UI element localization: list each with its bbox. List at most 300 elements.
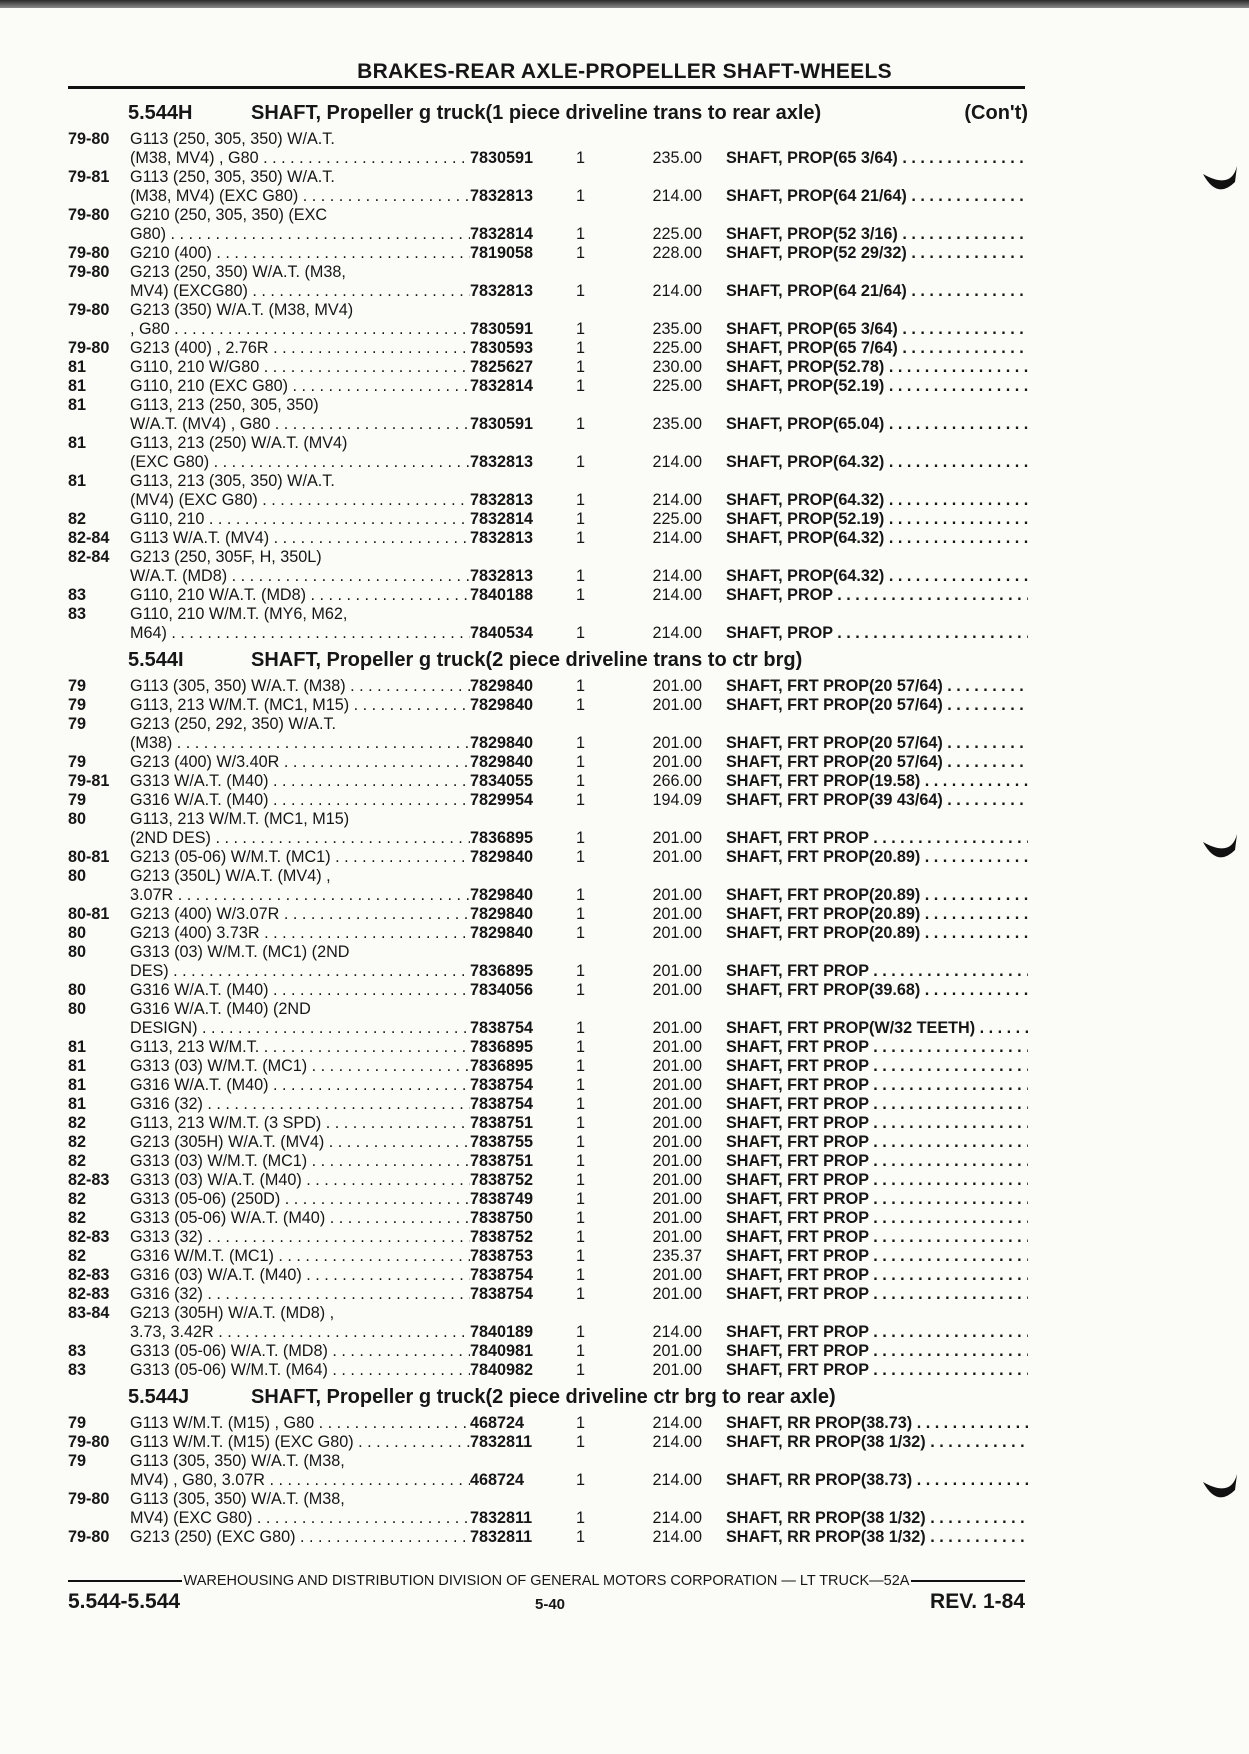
- price: 214.00: [652, 567, 702, 585]
- binder-hole-icon: [1197, 160, 1239, 202]
- entry-line: [68, 810, 1028, 829]
- model-years: 79: [68, 677, 87, 695]
- part-number: 7836895: [470, 1038, 534, 1056]
- price: 225.00: [652, 377, 702, 395]
- entry-line: [68, 1038, 1028, 1057]
- application-description: G316 (32) . . .: [130, 1095, 470, 1114]
- quantity: 1: [576, 1433, 586, 1451]
- entry-line: [68, 962, 1028, 981]
- part-entry: [68, 1414, 1028, 1433]
- part-number: 7832813: [470, 567, 534, 585]
- part-number: 7836895: [470, 962, 534, 980]
- model-years: 83: [68, 586, 87, 604]
- model-years: 82: [68, 510, 87, 528]
- part-name: SHAFT, PROP(65 3/64) . . .: [726, 320, 1028, 339]
- part-name: SHAFT, FRT PROP . . .: [726, 1095, 1028, 1114]
- part-entry: [68, 1266, 1028, 1285]
- application-description: G113, 213 W/M.T. (MC1, M15): [130, 810, 350, 828]
- model-years: 80-81: [68, 905, 110, 923]
- part-name: SHAFT, RR PROP(38.73) . . .: [726, 1414, 1028, 1433]
- section-number: 5.544I: [128, 649, 184, 671]
- entry-line: [68, 472, 1028, 491]
- section-title: SHAFT, Propeller g truck(2 piece driveline trans to ctr brg): [251, 649, 803, 671]
- model-years: 82: [68, 1247, 87, 1265]
- application-description: G313 (03) W/A.T. (M40) . . .: [130, 1171, 470, 1190]
- entry-line: [68, 1171, 1028, 1190]
- quantity: 1: [576, 1414, 586, 1432]
- part-name: SHAFT, FRT PROP(20.89) . . .: [726, 886, 1028, 905]
- entry-line: [68, 924, 1028, 943]
- part-name: SHAFT, FRT PROP . . .: [726, 1228, 1028, 1247]
- quantity: 1: [576, 1509, 586, 1527]
- application-description: W/A.T. (MV4) , G80 . . .: [130, 415, 470, 434]
- quantity: 1: [576, 1133, 586, 1151]
- model-years: 81: [68, 1057, 87, 1075]
- price: 201.00: [652, 1133, 702, 1151]
- part-entry: [68, 377, 1028, 396]
- entry-line: [68, 1019, 1028, 1038]
- application-description: (2ND DES) . . .: [130, 829, 470, 848]
- part-number: 7838754: [470, 1285, 534, 1303]
- model-years-blank: [68, 320, 130, 339]
- price: 214.00: [652, 529, 702, 547]
- model-years: 82-83: [68, 1285, 110, 1303]
- application-description: G110, 210 W/A.T. (MD8) . . .: [130, 586, 470, 605]
- application-description: G213 (305H) W/A.T. (MV4) . . .: [130, 1133, 470, 1152]
- price: 214.00: [652, 1471, 702, 1489]
- part-number: 7840189: [470, 1323, 534, 1341]
- part-name: SHAFT, RR PROP(38 1/32) . . .: [726, 1509, 1028, 1528]
- application-description: G113, 213 (250, 305, 350): [130, 396, 319, 414]
- model-years-blank: [68, 829, 130, 848]
- part-entry: [68, 1361, 1028, 1380]
- part-name: SHAFT, PROP(64.32) . . .: [726, 529, 1028, 548]
- part-entry: [68, 1152, 1028, 1171]
- footer-division-line: [68, 1573, 1025, 1589]
- part-name: SHAFT, PROP(52.19) . . .: [726, 377, 1028, 396]
- model-years: 82: [68, 1152, 87, 1170]
- entry-line: [68, 1095, 1028, 1114]
- model-years: 79-80: [68, 1433, 110, 1451]
- price: 201.00: [652, 1057, 702, 1075]
- quantity: 1: [576, 962, 586, 980]
- entry-line: [68, 1433, 1028, 1452]
- entry-line: [68, 567, 1028, 586]
- section-heading: [68, 96, 1028, 130]
- part-number: 7838754: [470, 1019, 534, 1037]
- price: 201.00: [652, 1114, 702, 1132]
- quantity: 1: [576, 244, 586, 262]
- price: 201.00: [652, 1190, 702, 1208]
- entry-line: [68, 396, 1028, 415]
- price: 235.00: [652, 320, 702, 338]
- application-description: G113 W/M.T. (M15) (EXC G80) . . .: [130, 1433, 470, 1452]
- price: 201.00: [652, 829, 702, 847]
- price: 214.00: [652, 282, 702, 300]
- application-description: G213 (400) W/3.07R . . .: [130, 905, 470, 924]
- price: 201.00: [652, 1342, 702, 1360]
- part-name: SHAFT, PROP(65.04) . . .: [726, 415, 1028, 434]
- entry-line: [68, 715, 1028, 734]
- application-description: G313 (03) W/M.T. (MC1) . . .: [130, 1152, 470, 1171]
- quantity: 1: [576, 624, 586, 642]
- section-title: SHAFT, Propeller g truck(2 piece driveline ctr brg to rear axle): [251, 1386, 836, 1408]
- entry-line: [68, 624, 1028, 643]
- part-name: SHAFT, FRT PROP . . .: [726, 962, 1028, 981]
- part-name: SHAFT, FRT PROP(20.89) . . .: [726, 924, 1028, 943]
- quantity: 1: [576, 981, 586, 999]
- application-description: G313 (05-06) W/A.T. (MD8) . . .: [130, 1342, 470, 1361]
- part-number: 7825627: [470, 358, 534, 376]
- model-years-blank: [68, 1509, 130, 1528]
- model-years: 79-81: [68, 168, 110, 186]
- part-number: 7830591: [470, 320, 534, 338]
- model-years: 81: [68, 434, 87, 452]
- footer-division: WAREHOUSING AND DISTRIBUTION DIVISION OF GENERAL MOTORS CORPORATION — LT TRUCK—52A: [183, 1573, 910, 1589]
- quantity: 1: [576, 753, 586, 771]
- section-heading: [68, 643, 1028, 677]
- part-name: SHAFT, PROP . . .: [726, 586, 1028, 605]
- part-number: 7829840: [470, 753, 534, 771]
- quantity: 1: [576, 829, 586, 847]
- part-entry: [68, 586, 1028, 605]
- price: 214.00: [652, 491, 702, 509]
- section-number: 5.544J: [128, 1386, 190, 1408]
- quantity: 1: [576, 886, 586, 904]
- entry-line: [68, 605, 1028, 624]
- quantity: 1: [576, 358, 586, 376]
- entry-line: [68, 130, 1028, 149]
- application-description: G113 (305, 350) W/A.T. (M38,: [130, 1452, 345, 1470]
- part-number: 7832811: [470, 1528, 533, 1546]
- application-description: (M38) . . .: [130, 734, 470, 753]
- entry-line: [68, 1057, 1028, 1076]
- application-description: G313 (32) . . .: [130, 1228, 470, 1247]
- model-years: 81: [68, 1038, 87, 1056]
- section-title: SHAFT, Propeller g truck(1 piece driveline trans to rear axle): [251, 102, 822, 124]
- entry-line: [68, 225, 1028, 244]
- parts-listing: [68, 96, 1028, 1547]
- part-entry: [68, 810, 1028, 848]
- entry-line: [68, 1209, 1028, 1228]
- model-years-blank: [68, 1019, 130, 1038]
- quantity: 1: [576, 1190, 586, 1208]
- quantity: 1: [576, 1209, 586, 1227]
- part-number: 7838755: [470, 1133, 534, 1151]
- application-description: G316 (03) W/A.T. (M40) . . .: [130, 1266, 470, 1285]
- entry-line: [68, 377, 1028, 396]
- model-years: 79: [68, 753, 87, 771]
- part-entry: [68, 1133, 1028, 1152]
- entry-line: [68, 1323, 1028, 1342]
- part-number: 468724: [470, 1471, 525, 1489]
- entry-line: [68, 1304, 1028, 1323]
- quantity: 1: [576, 377, 586, 395]
- part-number: 7838750: [470, 1209, 534, 1227]
- price: 214.00: [652, 1323, 702, 1341]
- price: 214.00: [652, 1414, 702, 1432]
- application-description: G113 (250, 305, 350) W/A.T.: [130, 168, 335, 186]
- part-name: SHAFT, RR PROP(38 1/32) . . .: [726, 1528, 1028, 1547]
- part-number: 7832811: [470, 1509, 533, 1527]
- entry-line: [68, 1414, 1028, 1433]
- application-description: MV4) (EXC G80) . . .: [130, 1509, 470, 1528]
- part-number: 468724: [470, 1414, 525, 1432]
- entry-line: [68, 867, 1028, 886]
- part-entry: [68, 1190, 1028, 1209]
- application-description: G113 W/A.T. (MV4) . . .: [130, 529, 470, 548]
- part-name: SHAFT, PROP(65 7/64) . . .: [726, 339, 1028, 358]
- price: 235.37: [652, 1247, 702, 1265]
- model-years: 82: [68, 1114, 87, 1132]
- model-years: 81: [68, 1095, 87, 1113]
- entry-line: [68, 1490, 1028, 1509]
- application-description: G210 (400) . . .: [130, 244, 470, 263]
- model-years: 81: [68, 1076, 87, 1094]
- application-description: 3.07R . . .: [130, 886, 470, 905]
- quantity: 1: [576, 510, 586, 528]
- model-years-blank: [68, 567, 130, 586]
- part-number: 7829840: [470, 905, 534, 923]
- entry-line: [68, 206, 1028, 225]
- price: 201.00: [652, 1076, 702, 1094]
- part-number: 7830591: [470, 149, 534, 167]
- model-years: 82: [68, 1190, 87, 1208]
- model-years-blank: [68, 1471, 130, 1490]
- application-description: G213 (05-06) W/M.T. (MC1) . . .: [130, 848, 470, 867]
- application-description: G210 (250, 305, 350) (EXC: [130, 206, 328, 224]
- price: 201.00: [652, 734, 702, 752]
- model-years-blank: [68, 491, 130, 510]
- part-name: SHAFT, FRT PROP . . .: [726, 829, 1028, 848]
- model-years: 83-84: [68, 1304, 110, 1322]
- part-entry: [68, 130, 1028, 168]
- part-number: 7838751: [470, 1152, 534, 1170]
- entry-line: [68, 586, 1028, 605]
- entry-line: [68, 244, 1028, 263]
- model-years: 80: [68, 867, 87, 885]
- part-number: 7832814: [470, 225, 534, 243]
- part-name: SHAFT, FRT PROP . . .: [726, 1247, 1028, 1266]
- part-entry: [68, 924, 1028, 943]
- entry-line: [68, 1152, 1028, 1171]
- price: 225.00: [652, 510, 702, 528]
- application-description: G113 (250, 305, 350) W/A.T.: [130, 130, 335, 148]
- quantity: 1: [576, 1285, 586, 1303]
- part-entry: [68, 206, 1028, 244]
- part-entry: [68, 1528, 1028, 1547]
- entry-line: [68, 677, 1028, 696]
- entry-line: [68, 282, 1028, 301]
- entry-line: [68, 848, 1028, 867]
- application-description: G113, 213 W/M.T. (MC1, M15) . . .: [130, 696, 470, 715]
- entry-line: [68, 358, 1028, 377]
- entry-line: [68, 1228, 1028, 1247]
- price: 214.00: [652, 1528, 702, 1546]
- part-name: SHAFT, PROP(65 3/64) . . .: [726, 149, 1028, 168]
- quantity: 1: [576, 1247, 586, 1265]
- price: 230.00: [652, 358, 702, 376]
- part-name: SHAFT, FRT PROP . . .: [726, 1038, 1028, 1057]
- part-number: 7838752: [470, 1228, 534, 1246]
- model-years: 79: [68, 791, 87, 809]
- entry-line: [68, 1342, 1028, 1361]
- application-description: (M38, MV4) , G80 . . .: [130, 149, 470, 168]
- part-name: SHAFT, FRT PROP(20 57/64) . . .: [726, 696, 1028, 715]
- part-number: 7829840: [470, 677, 534, 695]
- quantity: 1: [576, 734, 586, 752]
- quantity: 1: [576, 696, 586, 714]
- section-continued: (Con't): [964, 102, 1028, 124]
- section-heading: [68, 1380, 1028, 1414]
- part-entry: [68, 1490, 1028, 1528]
- part-number: 7836895: [470, 829, 534, 847]
- binder-hole-icon: [1197, 828, 1239, 870]
- application-description: G316 W/M.T. (MC1) . . .: [130, 1247, 470, 1266]
- application-description: 3.73, 3.42R . . .: [130, 1323, 470, 1342]
- application-description: G316 W/A.T. (M40) . . .: [130, 1076, 470, 1095]
- application-description: G113, 213 (250) W/A.T. (MV4): [130, 434, 348, 452]
- part-number: 7832811: [470, 1433, 533, 1451]
- application-description: G313 (03) W/M.T. (MC1) . . .: [130, 1057, 470, 1076]
- part-entry: [68, 943, 1028, 981]
- price: 201.00: [652, 1038, 702, 1056]
- price: 201.00: [652, 1095, 702, 1113]
- footer-rule-left: [68, 1580, 182, 1582]
- price: 201.00: [652, 753, 702, 771]
- price: 214.00: [652, 1509, 702, 1527]
- entry-line: [68, 1285, 1028, 1304]
- application-description: (MV4) (EXC G80) . . .: [130, 491, 470, 510]
- part-name: SHAFT, FRT PROP . . .: [726, 1152, 1028, 1171]
- entry-line: [68, 943, 1028, 962]
- model-years: 80: [68, 924, 87, 942]
- part-entry: [68, 434, 1028, 472]
- part-name: SHAFT, FRT PROP . . .: [726, 1361, 1028, 1380]
- quantity: 1: [576, 1057, 586, 1075]
- part-number: 7832813: [470, 187, 534, 205]
- part-number: 7836895: [470, 1057, 534, 1075]
- part-number: 7838749: [470, 1190, 534, 1208]
- part-number: 7834055: [470, 772, 534, 790]
- quantity: 1: [576, 1114, 586, 1132]
- model-years: 80: [68, 981, 87, 999]
- part-entry: [68, 396, 1028, 434]
- footer-page-number: 5-40: [535, 1596, 566, 1613]
- application-description: G113 (305, 350) W/A.T. (M38,: [130, 1490, 345, 1508]
- part-entry: [68, 1342, 1028, 1361]
- quantity: 1: [576, 567, 586, 585]
- title-rule: [68, 86, 1025, 89]
- application-description: M64) . . .: [130, 624, 470, 643]
- part-entry: [68, 791, 1028, 810]
- model-years-blank: [68, 149, 130, 168]
- entry-line: [68, 453, 1028, 472]
- application-description: W/A.T. (MD8) . . .: [130, 567, 470, 586]
- part-name: SHAFT, FRT PROP . . .: [726, 1076, 1028, 1095]
- price: 201.00: [652, 677, 702, 695]
- application-description: G213 (250, 350) W/A.T. (M38,: [130, 263, 346, 281]
- price: 201.00: [652, 848, 702, 866]
- part-entry: [68, 1038, 1028, 1057]
- part-entry: [68, 1000, 1028, 1038]
- price: 235.00: [652, 149, 702, 167]
- price: 201.00: [652, 924, 702, 942]
- part-name: SHAFT, FRT PROP(20 57/64) . . .: [726, 753, 1028, 772]
- quantity: 1: [576, 1471, 586, 1489]
- price: 201.00: [652, 1171, 702, 1189]
- part-name: SHAFT, FRT PROP . . .: [726, 1323, 1028, 1342]
- part-name: SHAFT, PROP(64.32) . . .: [726, 567, 1028, 586]
- entry-line: [68, 886, 1028, 905]
- model-years-blank: [68, 225, 130, 244]
- entry-line: [68, 263, 1028, 282]
- part-entry: [68, 244, 1028, 263]
- part-name: SHAFT, FRT PROP(20.89) . . .: [726, 905, 1028, 924]
- application-description: (EXC G80) . . .: [130, 453, 470, 472]
- application-description: G313 (05-06) W/A.T. (M40) . . .: [130, 1209, 470, 1228]
- quantity: 1: [576, 225, 586, 243]
- footer-revision: REV. 1-84: [930, 1590, 1025, 1613]
- entry-line: [68, 1190, 1028, 1209]
- part-name: SHAFT, FRT PROP . . .: [726, 1209, 1028, 1228]
- quantity: 1: [576, 1342, 586, 1360]
- part-number: 7832814: [470, 510, 534, 528]
- part-entry: [68, 1057, 1028, 1076]
- part-number: 7832813: [470, 491, 534, 509]
- model-years: 81: [68, 396, 87, 414]
- part-number: 7840982: [470, 1361, 534, 1379]
- part-entry: [68, 1228, 1028, 1247]
- part-number: 7832813: [470, 529, 534, 547]
- part-name: SHAFT, FRT PROP . . .: [726, 1171, 1028, 1190]
- quantity: 1: [576, 415, 586, 433]
- model-years: 80: [68, 943, 87, 961]
- model-years: 81: [68, 358, 87, 376]
- model-years: 82-84: [68, 529, 110, 547]
- entry-line: [68, 149, 1028, 168]
- model-years-blank: [68, 624, 130, 643]
- price: 214.00: [652, 1433, 702, 1451]
- part-entry: [68, 981, 1028, 1000]
- application-description: G113, 213 W/M.T. (3 SPD) . . .: [130, 1114, 470, 1133]
- part-name: SHAFT, FRT PROP . . .: [726, 1190, 1028, 1209]
- part-number: 7838754: [470, 1266, 534, 1284]
- application-description: , G80 . . .: [130, 320, 470, 339]
- part-entry: [68, 472, 1028, 510]
- application-description: G213 (400) W/3.40R . . .: [130, 753, 470, 772]
- price: 235.00: [652, 415, 702, 433]
- quantity: 1: [576, 1076, 586, 1094]
- quantity: 1: [576, 1323, 586, 1341]
- part-number: 7838752: [470, 1171, 534, 1189]
- quantity: 1: [576, 320, 586, 338]
- part-name: SHAFT, FRT PROP . . .: [726, 1342, 1028, 1361]
- part-entry: [68, 905, 1028, 924]
- model-years: 79-80: [68, 263, 110, 281]
- model-years: 79: [68, 1414, 87, 1432]
- part-number: 7832813: [470, 282, 534, 300]
- part-entry: [68, 1247, 1028, 1266]
- price: 201.00: [652, 1152, 702, 1170]
- quantity: 1: [576, 791, 586, 809]
- model-years: 80-81: [68, 848, 110, 866]
- model-years: 79-80: [68, 339, 110, 357]
- entry-line: [68, 1133, 1028, 1152]
- model-years-blank: [68, 1323, 130, 1342]
- model-years: 81: [68, 472, 87, 490]
- entry-line: [68, 187, 1028, 206]
